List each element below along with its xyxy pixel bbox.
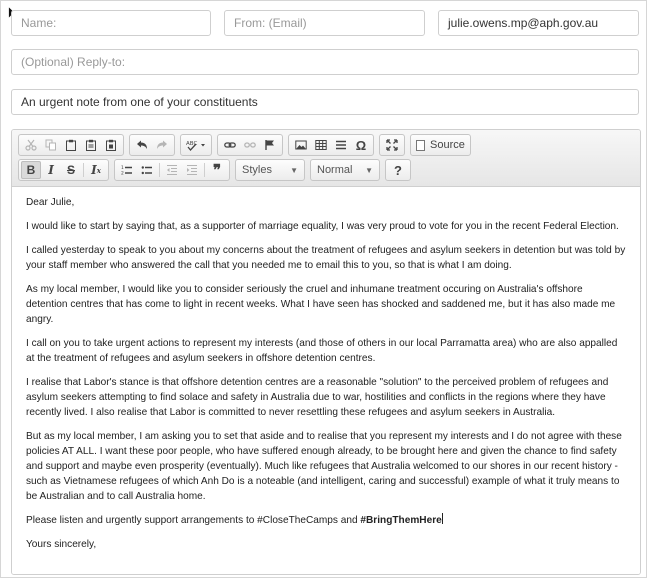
svg-text:1: 1 bbox=[121, 166, 124, 171]
toolbar-separator bbox=[204, 163, 205, 177]
link-icon[interactable] bbox=[220, 136, 240, 154]
paste-text-icon[interactable] bbox=[81, 136, 101, 154]
reply-to-input[interactable]: (Optional) Reply-to: bbox=[11, 49, 639, 75]
body-paragraph: I call on you to take urgent actions to represent my interests (and those of others in our local Parramatta area) who are also appalled at the treatment of refugees and asylum seekers in offshore detention centres. bbox=[26, 338, 618, 364]
hashtag-bold: #BringThemHere bbox=[360, 515, 442, 526]
special-char-icon[interactable]: Ω bbox=[355, 137, 367, 153]
link-group bbox=[217, 134, 283, 156]
list-group bbox=[114, 159, 230, 181]
unlink-icon[interactable] bbox=[240, 136, 260, 154]
body-paragraph: But as my local member, I am asking you to set that aside and to realise that you represent my interests and I do not agree with these policies AT ALL. I want these poor people, who have suffered enough already, to be brought here and given the chance to find safety and support and maybe even prosperity (eventually). Much like refugees that Australia welcomed to our shores in our recent history - such as Vietnamese refugees of which Anh Do is a noteable (and intelligent, caring and successful) example of what it truly means to be Australian and to call Australia home. bbox=[26, 431, 622, 502]
redo-icon[interactable] bbox=[152, 136, 172, 154]
spellcheck-group bbox=[180, 134, 212, 156]
indent-icon[interactable] bbox=[182, 161, 202, 179]
name-input[interactable]: Name: bbox=[11, 10, 211, 36]
strike-icon[interactable]: S bbox=[66, 163, 75, 177]
toolbar-row-2 bbox=[18, 159, 416, 181]
rich-text-editor bbox=[11, 129, 641, 575]
spellcheck-icon[interactable] bbox=[183, 136, 209, 154]
svg-text:ABC: ABC bbox=[186, 141, 198, 147]
basic-style-group bbox=[18, 159, 109, 181]
source-icon bbox=[416, 140, 425, 151]
undo-group bbox=[129, 134, 175, 156]
remove-format-icon[interactable]: I x bbox=[91, 163, 101, 177]
insert-group bbox=[288, 134, 374, 156]
body-paragraph bbox=[26, 513, 626, 528]
paste-word-icon[interactable] bbox=[101, 136, 121, 154]
paste-icon[interactable] bbox=[61, 136, 81, 154]
styles-dropdown[interactable] bbox=[235, 159, 305, 181]
styles-dropdown-label: Styles bbox=[242, 164, 272, 176]
image-icon[interactable] bbox=[291, 136, 311, 154]
tools-group bbox=[379, 134, 405, 156]
maximize-icon[interactable] bbox=[382, 136, 402, 154]
anchor-icon[interactable] bbox=[260, 136, 280, 154]
body-paragraph: I would like to start by saying that, as a supporter of marriage equality, I was very proud to vote for you in the recent Federal Election. bbox=[26, 221, 619, 232]
bold-icon[interactable]: B bbox=[21, 161, 41, 179]
numbered-list-icon[interactable] bbox=[117, 161, 137, 179]
cut-icon[interactable] bbox=[21, 136, 41, 154]
email-body[interactable] bbox=[12, 187, 640, 574]
svg-text:2: 2 bbox=[121, 171, 124, 176]
format-dropdown[interactable] bbox=[310, 159, 380, 181]
body-paragraph: I called yesterday to speak to you about my concerns about the treatment of refugees and asylum seekers in detention but was told by your staff member who answered the call that you needed me to email this to you, so that is what I am doing. bbox=[26, 245, 626, 271]
chevron-down-icon: ▼ bbox=[365, 165, 373, 175]
format-dropdown-label: Normal bbox=[317, 164, 353, 176]
horizontal-rule-icon[interactable] bbox=[331, 136, 351, 154]
body-paragraph: I realise that Labor's stance is that offshore detention centres are a reasonable "solution" to the perceived problem of refugees and asylum seekers attempting to find solace and safety in Australia due to war, hostilities and conflicts in the regions where they have recently lived. I also realise that Labor is committed to never resettling these refugees and asylum seekers in Australia. bbox=[26, 377, 609, 418]
help-group bbox=[385, 159, 411, 181]
undo-icon[interactable] bbox=[132, 136, 152, 154]
bulleted-list-icon[interactable] bbox=[137, 161, 157, 179]
copy-icon[interactable] bbox=[41, 136, 61, 154]
outdent-icon[interactable] bbox=[162, 161, 182, 179]
to-email-input[interactable]: julie.owens.mp@aph.gov.au bbox=[438, 10, 639, 36]
subject-input[interactable]: An urgent note from one of your constituents bbox=[11, 89, 639, 115]
clipboard-group bbox=[18, 134, 124, 156]
source-button-label: Source bbox=[430, 139, 465, 151]
body-signoff: Yours sincerely, bbox=[26, 539, 97, 550]
body-greeting: Dear Julie, bbox=[26, 197, 75, 208]
chevron-down-icon: ▼ bbox=[290, 165, 298, 175]
from-email-input[interactable]: From: (Email) bbox=[224, 10, 425, 36]
toolbar-separator bbox=[159, 163, 160, 177]
text-caret bbox=[442, 513, 443, 524]
body-paragraph: As my local member, I would like you to consider seriously the cruel and inhumane treatment occuring on Australia's offshore detention centres that has come to light in recent weeks. What I have seen has shocked and saddened me, but it has also made me angry. bbox=[26, 284, 616, 325]
toolbar-row-1 bbox=[18, 134, 476, 156]
help-icon[interactable]: ? bbox=[394, 162, 402, 178]
source-group bbox=[410, 134, 471, 156]
toolbar-separator bbox=[83, 163, 84, 177]
editor-toolbar bbox=[12, 130, 640, 187]
body-text: Please listen and urgently support arrangements to #CloseTheCamps and bbox=[26, 515, 361, 526]
blockquote-icon[interactable]: ❞ bbox=[212, 161, 222, 179]
table-icon[interactable] bbox=[311, 136, 331, 154]
italic-icon[interactable]: I bbox=[48, 163, 54, 177]
source-button[interactable] bbox=[413, 136, 468, 154]
